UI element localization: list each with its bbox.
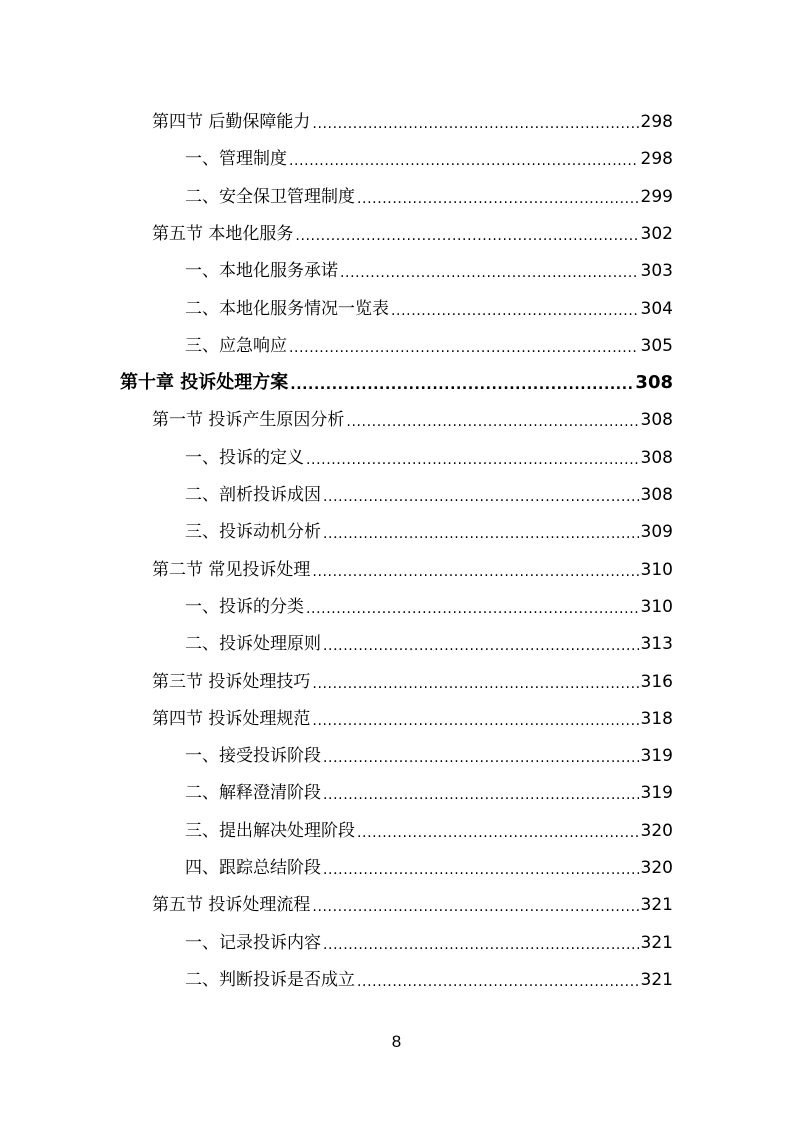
toc-entry-label: 第二节 常见投诉处理 bbox=[152, 559, 311, 580]
toc-entry-page: 320 bbox=[640, 820, 673, 841]
toc-entry-page: 318 bbox=[640, 708, 673, 729]
toc-entry-label: 一、本地化服务承诺 bbox=[185, 261, 338, 282]
toc-entry-page: 302 bbox=[640, 223, 673, 244]
toc-entry-page: 298 bbox=[640, 149, 673, 170]
toc-leader-dots bbox=[289, 152, 639, 170]
toc-leader-dots bbox=[312, 563, 638, 581]
toc-leader-dots bbox=[357, 190, 639, 208]
toc-leader-dots bbox=[357, 824, 639, 842]
toc-entry[interactable] bbox=[185, 292, 673, 320]
toc-entry-label: 第四节 后勤保障能力 bbox=[152, 112, 311, 132]
toc-leader-dots bbox=[295, 227, 638, 245]
toc-leader-dots bbox=[323, 488, 639, 506]
toc-leader-dots bbox=[323, 786, 639, 804]
toc-entry-label: 一、投诉的定义 bbox=[185, 447, 304, 468]
toc-entry[interactable] bbox=[152, 403, 673, 431]
toc-entry-label: 第十章 投诉处理方案 bbox=[120, 372, 289, 394]
toc-leader-dots bbox=[340, 264, 639, 282]
toc-entry[interactable] bbox=[185, 851, 673, 879]
toc-entry[interactable] bbox=[185, 180, 673, 208]
toc-entry-page: 310 bbox=[640, 596, 673, 617]
toc-entry-page: 321 bbox=[640, 932, 673, 953]
toc-leader-dots bbox=[391, 302, 639, 320]
toc-entry-label: 第一节 投诉产生原因分析 bbox=[152, 410, 345, 431]
toc-entry-label: 二、判断投诉是否成立 bbox=[185, 969, 355, 990]
toc-entry[interactable] bbox=[120, 366, 673, 394]
toc-entry-label: 三、应急响应 bbox=[185, 335, 287, 356]
toc-leader-dots bbox=[312, 675, 638, 693]
toc-entry[interactable] bbox=[152, 665, 673, 693]
toc-entry-page: 305 bbox=[640, 335, 673, 356]
toc-entry-page: 309 bbox=[640, 522, 673, 543]
toc-entry[interactable] bbox=[185, 590, 673, 618]
toc-entry[interactable] bbox=[185, 441, 673, 469]
toc-leader-dots bbox=[323, 637, 639, 655]
toc-entry-label: 一、管理制度 bbox=[185, 149, 287, 170]
toc-leader-dots bbox=[312, 898, 638, 916]
toc-entry[interactable] bbox=[185, 329, 673, 357]
toc-entry-page: 304 bbox=[640, 298, 673, 319]
toc-leader-dots bbox=[312, 115, 638, 133]
toc-entry[interactable] bbox=[152, 702, 673, 730]
toc-entry[interactable] bbox=[152, 553, 673, 581]
toc-entry[interactable] bbox=[185, 254, 673, 282]
toc-leader-dots bbox=[346, 413, 638, 431]
toc-entry-page: 298 bbox=[640, 112, 673, 132]
toc-entry-label: 一、投诉的分类 bbox=[185, 596, 304, 617]
toc-entry-label: 二、安全保卫管理制度 bbox=[185, 186, 355, 207]
toc-entry[interactable] bbox=[185, 739, 673, 767]
toc-entry-page: 321 bbox=[640, 969, 673, 990]
toc-leader-dots bbox=[289, 339, 639, 357]
toc-entry-label: 一、记录投诉内容 bbox=[185, 932, 321, 953]
toc-entry-page: 320 bbox=[640, 858, 673, 878]
toc-entry-page: 299 bbox=[640, 186, 673, 207]
toc-leader-dots bbox=[290, 376, 633, 394]
toc-entry-label: 二、解释澄清阶段 bbox=[185, 783, 321, 804]
toc-entry-page: 321 bbox=[640, 895, 673, 916]
toc-leader-dots bbox=[323, 861, 639, 879]
toc-entry-label: 二、剖析投诉成因 bbox=[185, 485, 321, 505]
toc-entry[interactable] bbox=[185, 142, 673, 170]
toc-entry-label: 二、投诉处理原则 bbox=[185, 634, 321, 655]
toc-entry-label: 第三节 投诉处理技巧 bbox=[152, 671, 311, 692]
toc-entry-page: 308 bbox=[640, 447, 673, 468]
toc-entry-label: 第四节 投诉处理规范 bbox=[152, 708, 311, 729]
toc-entry-page: 308 bbox=[640, 410, 673, 431]
toc-entry-label: 第五节 投诉处理流程 bbox=[152, 895, 311, 916]
toc-entry-page: 319 bbox=[640, 783, 673, 804]
toc-leader-dots bbox=[306, 451, 639, 469]
toc-entry-page: 308 bbox=[640, 485, 673, 505]
toc-entry-label: 三、提出解决处理阶段 bbox=[185, 820, 355, 841]
toc-entry-label: 二、本地化服务情况一览表 bbox=[185, 298, 389, 319]
toc-entry[interactable] bbox=[152, 105, 673, 133]
toc-entry[interactable] bbox=[152, 217, 673, 245]
toc-entry-page: 319 bbox=[640, 746, 673, 767]
page-number: 8 bbox=[391, 1032, 402, 1051]
toc-entry[interactable] bbox=[185, 926, 673, 954]
toc-leader-dots bbox=[312, 712, 638, 730]
toc-entry[interactable] bbox=[185, 814, 673, 842]
toc-entry[interactable] bbox=[185, 963, 673, 991]
toc-entry-label: 第五节 本地化服务 bbox=[152, 223, 294, 244]
toc-leader-dots bbox=[323, 936, 639, 954]
toc-entry-page: 308 bbox=[635, 372, 673, 394]
toc-entry-page: 316 bbox=[640, 671, 673, 692]
toc-entry-page: 313 bbox=[640, 634, 673, 655]
toc-leader-dots bbox=[357, 973, 639, 991]
toc-leader-dots bbox=[306, 600, 639, 618]
toc-entry[interactable] bbox=[185, 478, 673, 506]
toc-entry[interactable] bbox=[185, 515, 673, 543]
toc-entry[interactable] bbox=[185, 627, 673, 655]
toc-leader-dots bbox=[323, 525, 639, 543]
toc-entry[interactable] bbox=[152, 888, 673, 916]
toc-entry-label: 一、接受投诉阶段 bbox=[185, 746, 321, 767]
toc-leader-dots bbox=[323, 749, 639, 767]
toc-entry-page: 303 bbox=[640, 261, 673, 282]
toc-entry[interactable] bbox=[185, 776, 673, 804]
toc-entry-page: 310 bbox=[640, 559, 673, 580]
toc-entry-label: 四、跟踪总结阶段 bbox=[185, 858, 321, 878]
toc-entry-label: 三、投诉动机分析 bbox=[185, 522, 321, 543]
